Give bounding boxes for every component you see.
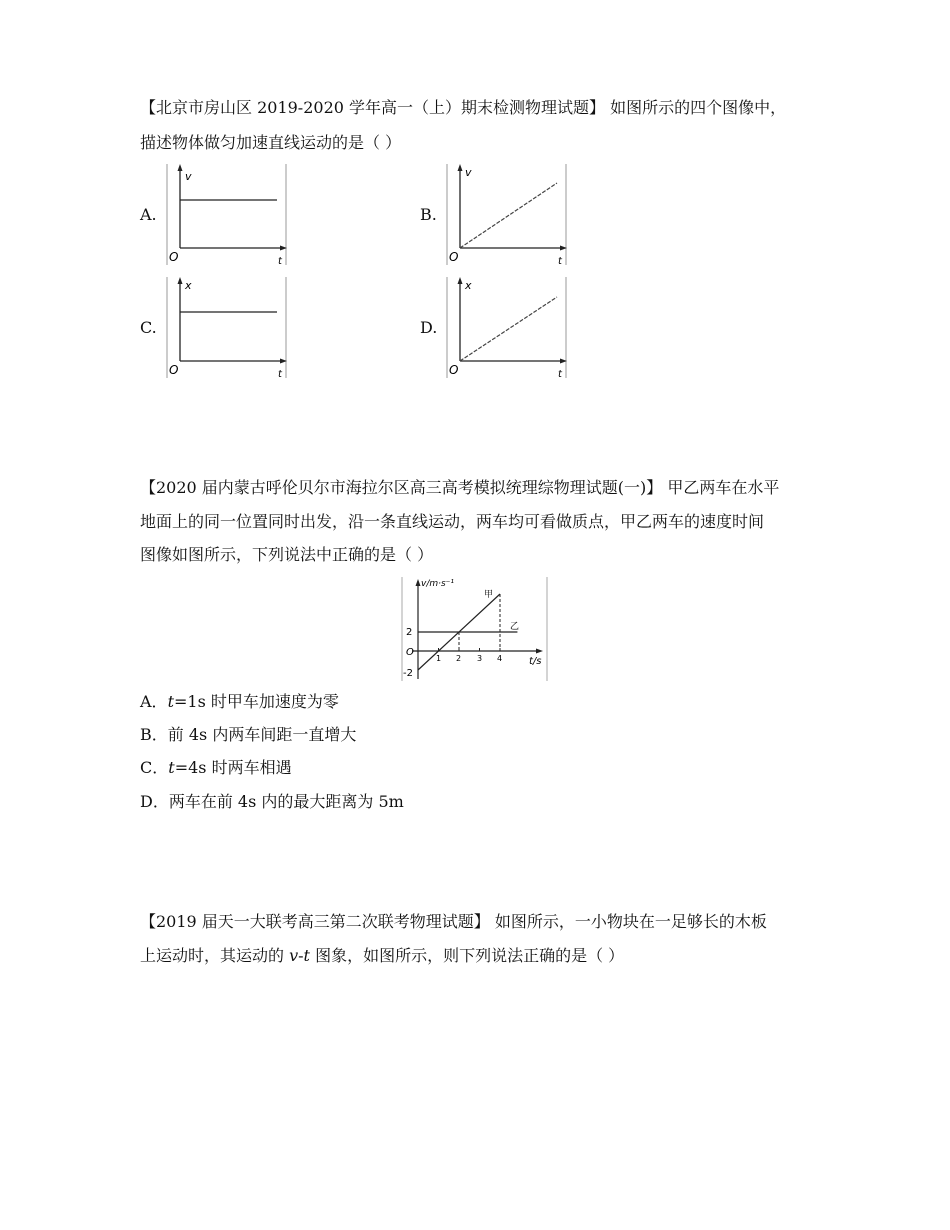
- q2-stem-line-2: 地面上的同一位置同时出发，沿一条直线运动，两车均可看做质点，甲乙两车的速度时间: [140, 512, 765, 531]
- q2-option-a-text: =1s 时甲车加速度为零: [174, 692, 339, 711]
- q3-var-t: t: [303, 946, 310, 965]
- q3-var-v: v: [289, 946, 299, 965]
- graph-line: [460, 183, 557, 248]
- x-axis-label: t: [278, 369, 282, 380]
- q2-option-a: [140, 692, 339, 712]
- y-axis-arrow-icon: [178, 277, 183, 284]
- origin-label: O: [406, 647, 414, 658]
- q1-option-b-label: B.: [420, 205, 437, 224]
- origin-label: O: [449, 363, 459, 377]
- q2-vt-graph: [400, 575, 550, 685]
- y-axis-label: x: [465, 279, 472, 292]
- y-axis-arrow-icon: [458, 164, 463, 171]
- q2-option-c-text: =4s 时两车相遇: [174, 758, 292, 777]
- q2-option-d-text: 两车在前 4s 内的最大距离为 5m: [168, 792, 404, 811]
- q2-option-d-letter: D．: [140, 792, 169, 811]
- x-tick-label-2: 2: [456, 654, 462, 663]
- y-axis-label: v/m·s⁻¹: [421, 579, 455, 589]
- series-label-jia: 甲: [484, 590, 494, 600]
- q1-stem-line-2: 描述物体做匀加速直线运动的是（ ）: [140, 133, 402, 152]
- q3-line2-part-a: 上运动时，其运动的: [140, 946, 290, 965]
- q2-stem-line-1: 【2020 届内蒙古呼伦贝尔市海拉尔区高三高考模拟统理综物理试题(一)】 甲乙两车在水平: [140, 478, 780, 497]
- y-axis-arrow-icon: [416, 579, 421, 586]
- y-axis-arrow-icon: [458, 277, 463, 284]
- y-axis-label: v: [465, 166, 472, 179]
- q2-option-c-letter: C．: [140, 758, 169, 777]
- x-axis-label: t: [278, 256, 282, 267]
- q1-option-d-label: D.: [420, 318, 438, 337]
- origin-label: O: [449, 250, 459, 264]
- y-tick-label-2: 2: [406, 627, 413, 638]
- q1-option-c-label: C.: [140, 318, 157, 337]
- origin-label: O: [169, 363, 179, 377]
- origin-label: O: [169, 250, 179, 264]
- x-axis-arrow-icon: [536, 649, 543, 654]
- q1-graph-b: [445, 160, 575, 270]
- q1-graph-c: [165, 273, 295, 383]
- q2-stem-line-3: 图像如图所示，下列说法中正确的是（ ）: [140, 545, 434, 564]
- q1-stem-line-1: 【北京市房山区 2019-2020 学年高一（上）期末检测物理试题】 如图所示的四个图像中，: [140, 98, 787, 117]
- q2-option-a-letter: A．: [140, 692, 168, 711]
- q3-dash: -: [298, 946, 304, 965]
- q2-option-a-var: t: [167, 692, 174, 711]
- x-tick-label-3: 3: [477, 654, 483, 663]
- q1-graph-a: [165, 160, 295, 270]
- q2-option-b-letter: B．: [140, 725, 168, 744]
- q3-line2-part-b: 图象，如图所示，则下列说法正确的是（ ）: [309, 946, 625, 965]
- q2-option-b: [140, 725, 356, 745]
- q2-option-d: [140, 792, 404, 812]
- q1-option-a-label: A.: [140, 205, 157, 224]
- graph-line: [460, 297, 557, 361]
- x-axis-label: t: [558, 256, 562, 267]
- x-tick-label-4: 4: [497, 654, 503, 663]
- y-axis-label: x: [185, 279, 192, 292]
- q3-stem-line-1: 【2019 届天一大联考高三第二次联考物理试题】 如图所示，一小物块在一足够长的木板: [140, 912, 767, 931]
- q2-option-b-text: 前 4s 内两车间距一直增大: [167, 725, 357, 744]
- y-axis-arrow-icon: [178, 164, 183, 171]
- x-axis-label: t/s: [529, 656, 542, 667]
- y-tick-label-neg2: -2: [403, 668, 413, 679]
- q1-graph-d: [445, 273, 575, 383]
- x-tick-label-1: 1: [436, 654, 442, 663]
- q2-option-c: [140, 758, 292, 778]
- x-axis-label: t: [558, 369, 562, 380]
- y-axis-label: v: [185, 170, 192, 183]
- q2-option-c-var: t: [168, 758, 175, 777]
- q3-stem-line-2: [140, 946, 624, 966]
- series-label-yi: 乙: [510, 622, 520, 632]
